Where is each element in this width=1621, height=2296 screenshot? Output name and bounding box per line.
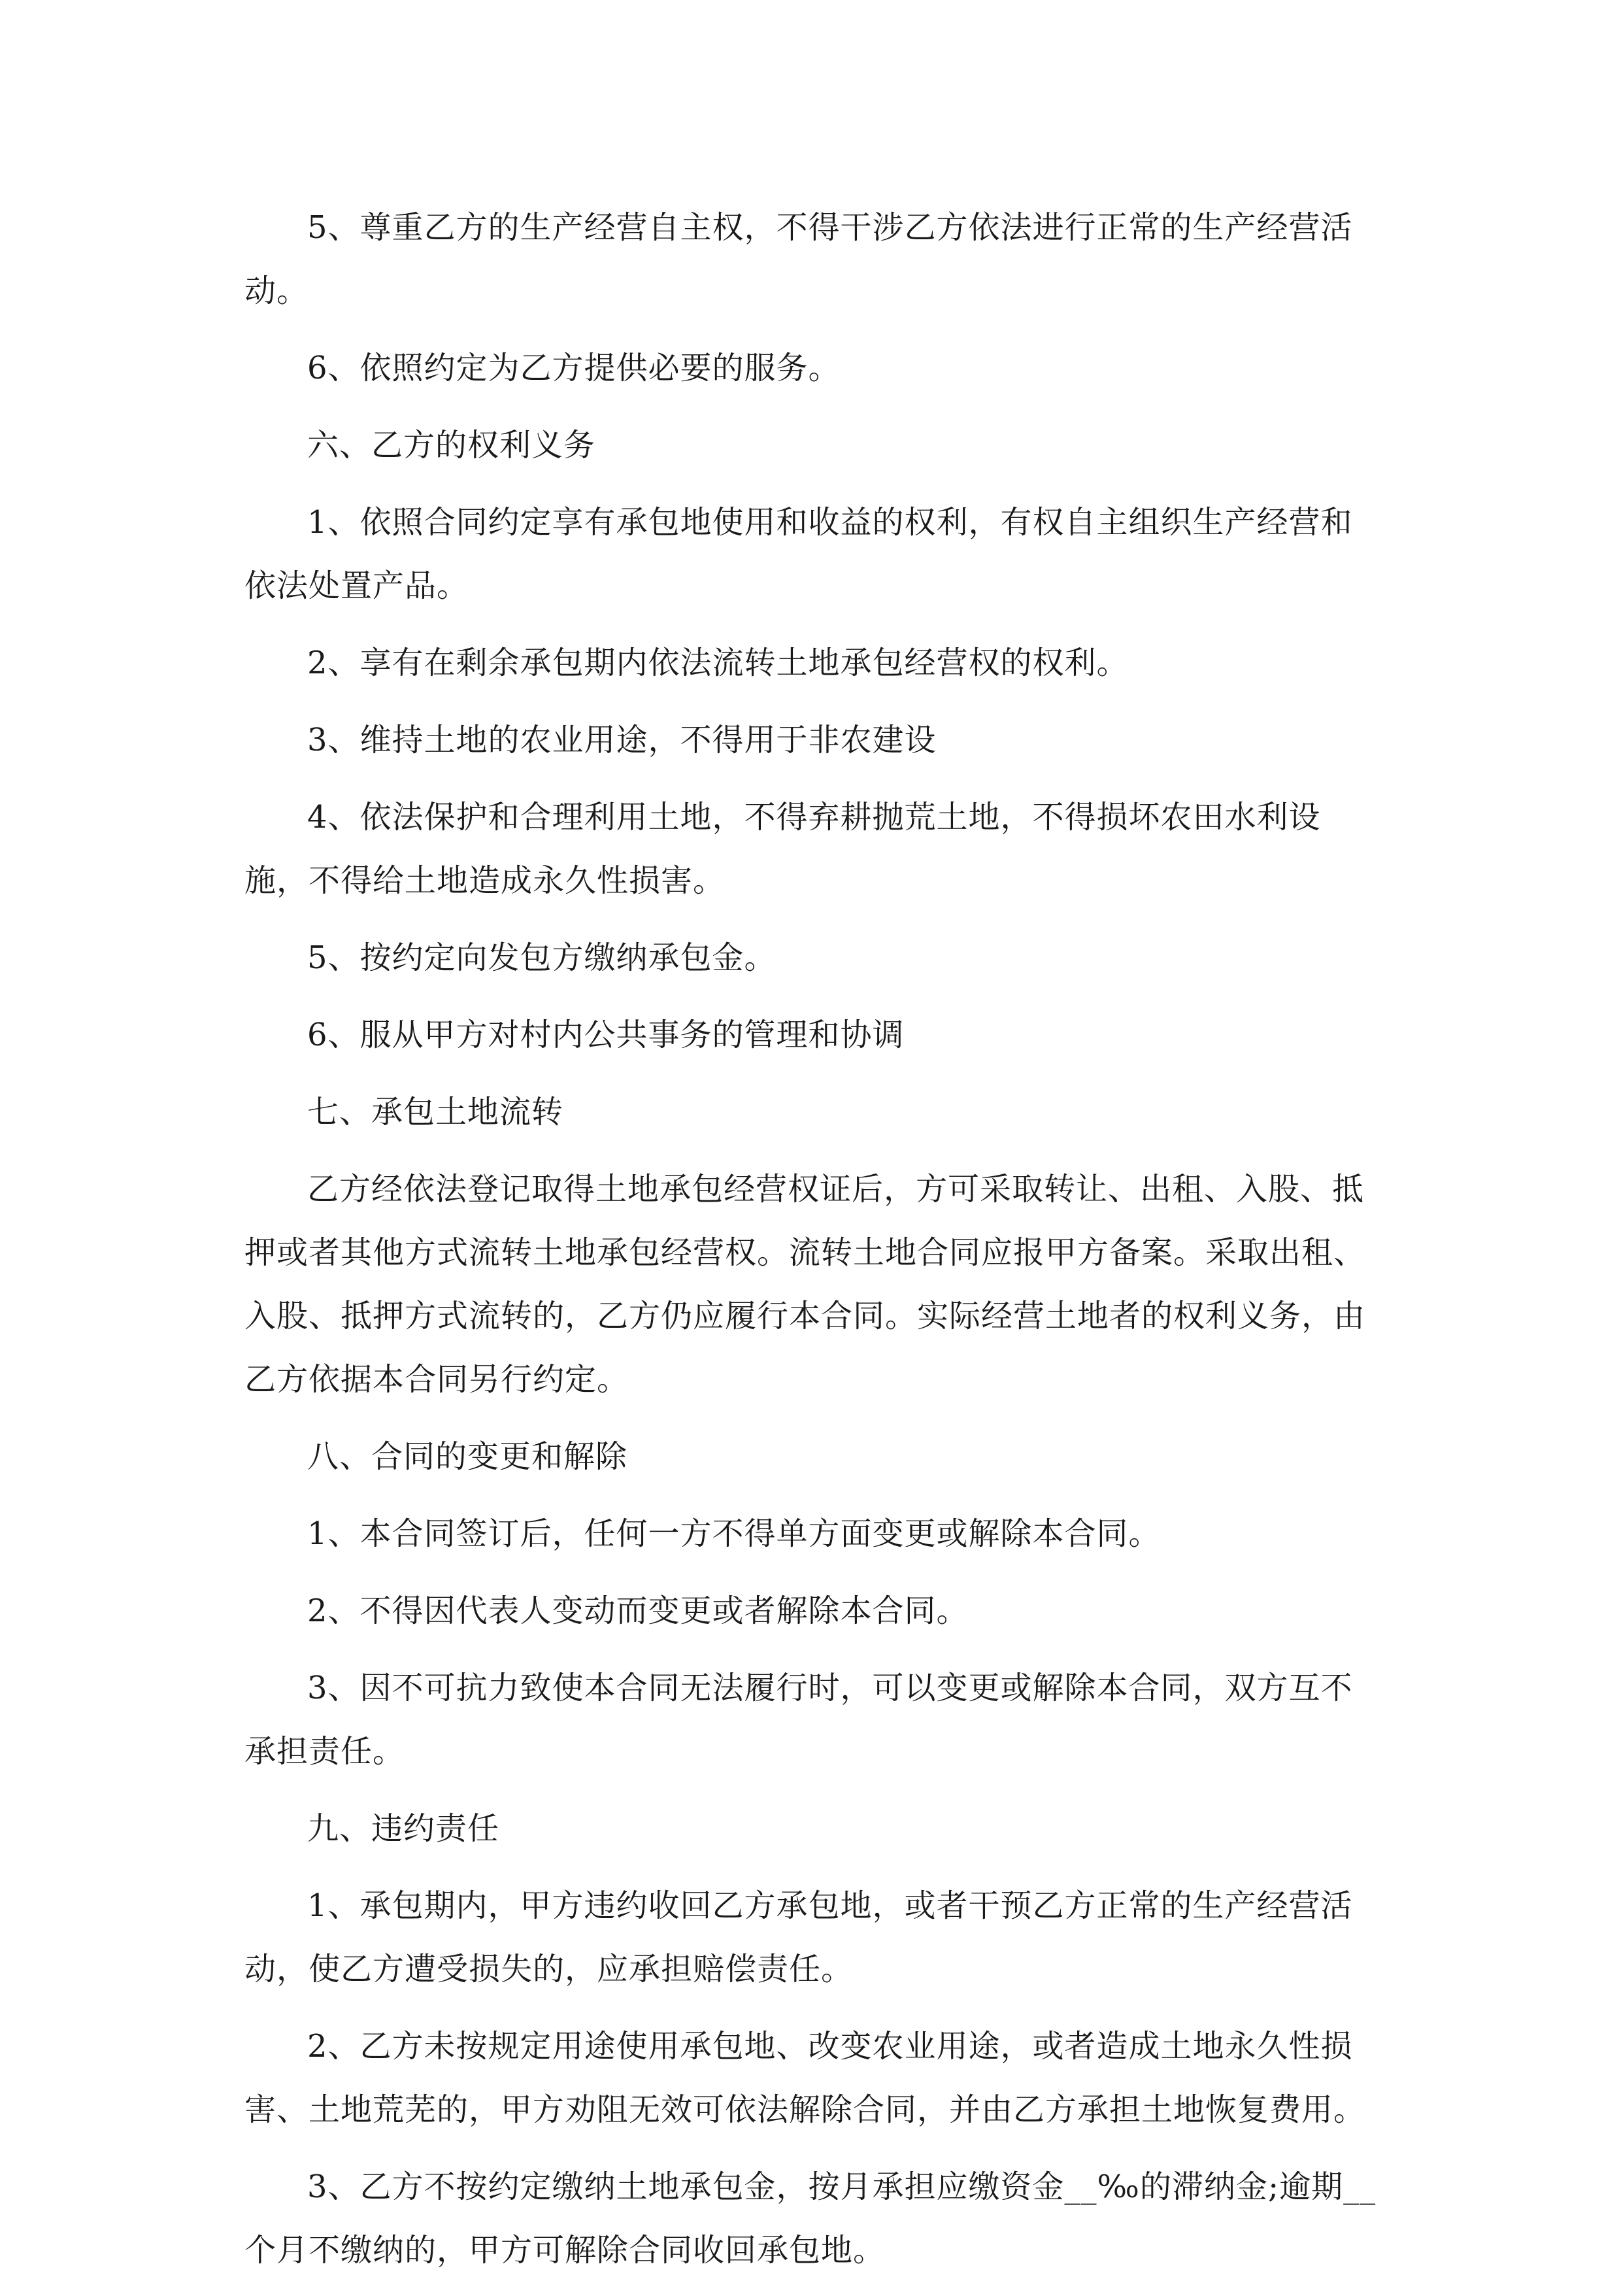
clause-3-force-majeure: 3、因不可抗力致使本合同无法履行时，可以变更或解除本合同，双方互不承担责任。 [244,1670,1353,1770]
document-page [244,196,1382,2296]
clause-6-obey-management: 6、服从甲方对村内公共事务的管理和协调 [307,1017,905,1053]
section-heading-8: 八、合同的变更和解除 [307,1438,628,1475]
clause-5-respect-autonomy: 5、尊重乙方的生产经营自主权，不得干涉乙方依法进行正常的生产经营活动。 [244,209,1353,309]
clause-4-protect-land: 4、依法保护和合理利用土地，不得弃耕抛荒土地，不得损坏农田水利设施，不得给土地造成永久性损害。 [244,799,1321,899]
section-heading-7: 七、承包土地流转 [307,1094,564,1130]
clause-5-pay-fee: 5、按约定向发包方缴纳承包金。 [307,939,777,976]
section-heading-9: 九、违约责任 [307,1810,500,1847]
clause-2-representative-change: 2、不得因代表人变动而变更或者解除本合同。 [307,1593,969,1629]
clause-1-no-unilateral-change: 1、本合同签订后，任何一方不得单方面变更或解除本合同。 [307,1515,1161,1552]
clause-2-party-b-misuse: 2、乙方未按规定用途使用承包地、改变农业用途，或者造成土地永久性损害、土地荒芜的，甲方劝阻无效可依法解除合同，并由乙方承担土地恢复费用。 [244,2028,1366,2128]
clause-land-transfer: 乙方经依法登记取得土地承包经营权证后，方可采取转让、出租、入股、抵押或者其他方式流转土地承包经营权。流转土地合同应报甲方备案。采取出租、入股、抵押方式流转的，乙方仍应履行本合同。实际经营土地者的权利义务，由乙方依据本合同另行约定。 [244,1171,1366,1398]
clause-1-party-a-breach: 1、承包期内，甲方违约收回乙方承包地，或者干预乙方正常的生产经营活动，使乙方遭受损失的，应承担赔偿责任。 [244,1887,1353,1987]
clause-1-use-rights: 1、依照合同约定享有承包地使用和收益的权利，有权自主组织生产经营和依法处置产品。 [244,504,1353,604]
section-heading-6: 六、乙方的权利义务 [307,427,596,464]
clause-3-late-payment: 3、乙方不按约定缴纳土地承包金，按月承担应缴资金__‰的滞纳金;逾期__个月不缴纳的，甲方可解除合同收回承包地。 [244,2169,1377,2269]
clause-3-agricultural-use: 3、维持土地的农业用途，不得用于非农建设 [307,722,937,758]
clause-2-transfer-rights: 2、享有在剩余承包期内依法流转土地承包经营权的权利。 [307,645,1129,681]
clause-6-provide-services: 6、依照约定为乙方提供必要的服务。 [307,350,841,386]
